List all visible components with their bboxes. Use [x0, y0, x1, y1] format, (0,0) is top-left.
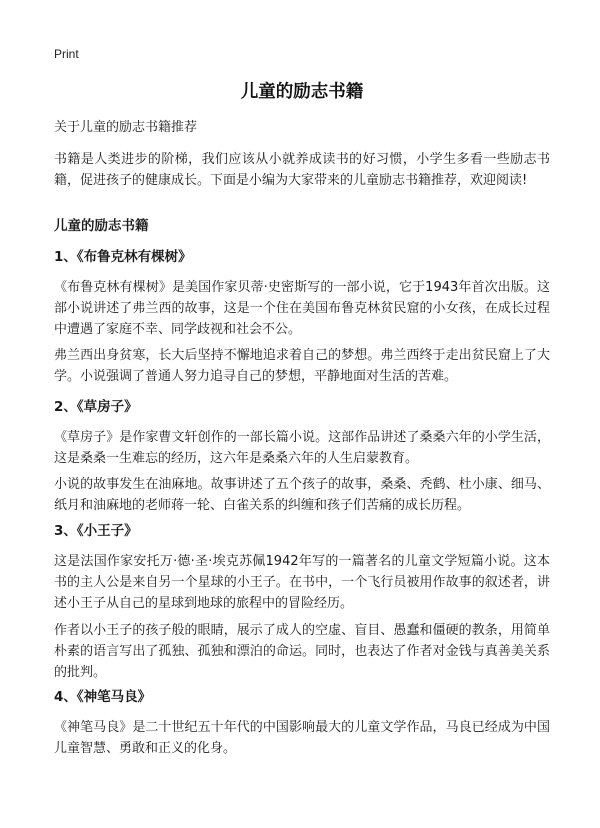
book-3-paragraph-2: 作者以小王子的孩子般的眼睛，展示了成人的空虚、盲目、愚蠢和僵硬的教条，用简单朴素的语言写出了孤独、孤独和漂泊的命运。同时，也表达了作者对金钱与真善美关系的批判。: [54, 623, 550, 680]
book-1-paragraph-2-block: [54, 345, 550, 387]
book-2-paragraph-1-block: [54, 427, 550, 469]
book-1-paragraph-1-block: [54, 277, 550, 340]
print-link[interactable]: Print: [54, 47, 79, 61]
book-2-heading: 2、《草房子》: [54, 399, 138, 415]
section-heading-block: [54, 216, 550, 236]
book-1-heading-block: [54, 247, 550, 267]
intro-paragraph: 书籍是人类进步的阶梯，我们应该从小就养成读书的好习惯，小学生多看一些励志书籍，促进孩子的健康成长。下面是小编为大家带来的儿童励志书籍推荐，欢迎阅读!: [54, 152, 550, 188]
book-4-heading-block: [54, 687, 550, 707]
book-1-heading: 1、《布鲁克林有棵树》: [54, 249, 192, 265]
book-3-heading-block: [54, 521, 550, 541]
book-3-paragraph-1-block: [54, 551, 550, 614]
book-1-paragraph-1: 《布鲁克林有棵树》是美国作家贝蒂·史密斯写的一部小说，它于1943年首次出版。这部小说讲述了弗兰西的故事，这是一个住在美国布鲁克林贫民窟的小女孩，在成长过程中遭遇了家庭不幸、同学歧视和社会不公。: [54, 280, 550, 337]
intro-label: 关于儿童的励志书籍推荐: [54, 120, 198, 135]
book-3-paragraph-1: 这是法国作家安托万·德·圣·埃克苏佩1942年写的一篇著名的儿童文学短篇小说。这本书的主人公是来自另一个星球的小王子。在书中，一个飞行员被用作故事的叙述者，讲述小王子从自己的星球到地球的旅程中的冒险经历。: [54, 554, 550, 611]
book-4-paragraph-1: 《神笔马良》是二十世纪五十年代的中国影响最大的儿童文学作品，马良已经成为中国儿童智慧、勇敢和正义的化身。: [54, 720, 550, 756]
section-heading: 儿童的励志书籍: [54, 218, 149, 234]
book-1-paragraph-2: 弗兰西出身贫寒，长大后坚持不懈地追求着自己的梦想。弗兰西终于走出贫民窟上了大学。小说强调了普通人努力追寻自己的梦想，平静地面对生活的苦难。: [54, 348, 550, 384]
book-2-paragraph-1: 《草房子》是作家曹文轩创作的一部长篇小说。这部作品讲述了桑桑六年的小学生活，这是桑桑一生难忘的经历，这六年是桑桑六年的人生启蒙教育。: [54, 430, 550, 466]
page-title: 儿童的励志书籍: [240, 82, 364, 102]
book-2-paragraph-2-block: [54, 474, 550, 516]
book-2-heading-block: [54, 397, 550, 417]
book-3-heading: 3、《小王子》: [54, 523, 138, 539]
book-2-paragraph-2: 小说的故事发生在油麻地。故事讲述了五个孩子的故事，桑桑、秃鹤、杜小康、细马、纸月和油麻地的老师蒋一轮、白雀关系的纠缠和孩子们苦痛的成长历程。: [54, 477, 550, 513]
book-3-paragraph-2-block: [54, 620, 550, 683]
book-4-heading: 4、《神笔马良》: [54, 689, 152, 705]
intro-paragraph-block: [54, 149, 550, 191]
book-4-paragraph-1-block: [54, 717, 550, 759]
